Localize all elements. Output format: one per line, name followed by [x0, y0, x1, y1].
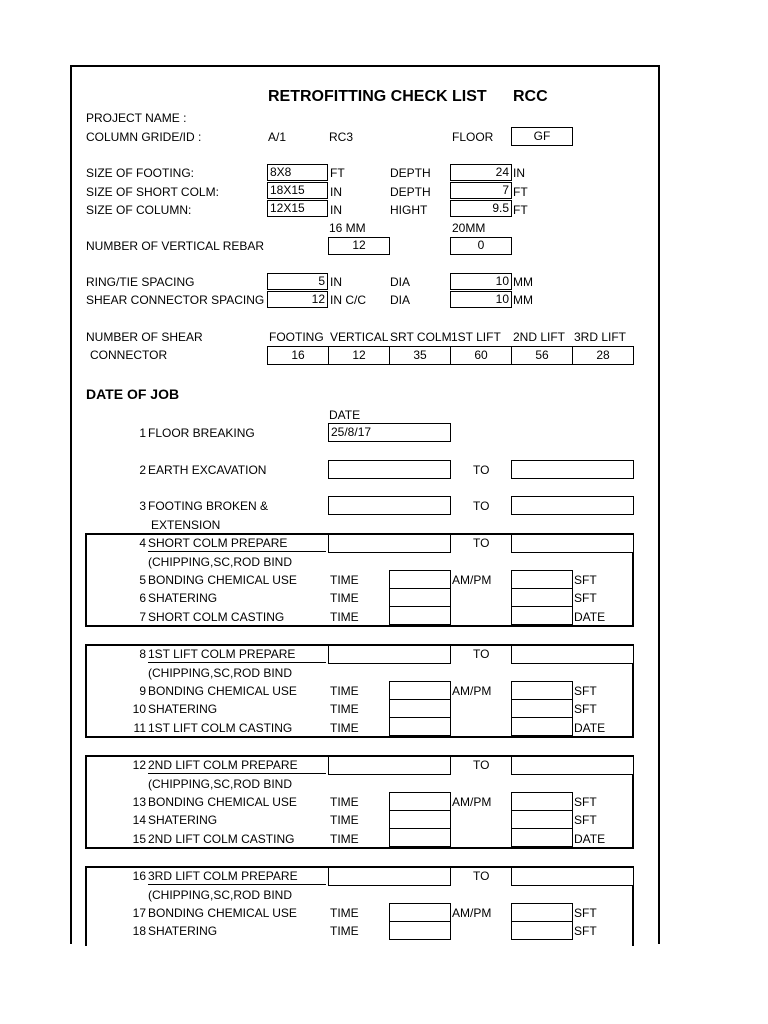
earth-excavation-to-field[interactable]	[511, 460, 634, 479]
shear-header-3rd-lift: 3RD LIFT	[574, 330, 627, 344]
floor-field[interactable]: GF	[511, 127, 573, 146]
step-label-floor-breaking: FLOOR BREAKING	[148, 426, 255, 440]
shear-header-1st-lift: 1ST LIFT	[451, 330, 501, 344]
casting-date-field[interactable]	[511, 828, 573, 847]
sft-label: SFT	[574, 702, 597, 716]
shear-header-vertical: VERTICAL	[330, 330, 389, 344]
step-number: 12	[132, 758, 146, 772]
time-label: TIME	[330, 573, 359, 587]
bonding-sft-field[interactable]	[511, 903, 573, 922]
chipping-note: (CHIPPING,SC,ROD BIND	[148, 888, 293, 902]
time-label: TIME	[330, 721, 359, 735]
rebar-16-label: 16 MM	[329, 221, 366, 235]
step-label-2nd-lift-prepare: 2ND LIFT COLM PREPARE	[148, 758, 298, 772]
short-colm-depth-label: DEPTH	[390, 185, 431, 199]
step-number: 6	[139, 591, 146, 605]
step-number: 7	[139, 610, 146, 624]
date-of-job-heading: DATE OF JOB	[86, 386, 180, 402]
bonding-sft-field[interactable]	[511, 681, 573, 700]
sft-label: SFT	[574, 573, 597, 587]
time-label: TIME	[330, 795, 359, 809]
step-number: 2	[139, 463, 146, 477]
shear-header-footing: FOOTING	[269, 330, 324, 344]
short-colm-size-unit: IN	[330, 185, 342, 199]
time-label: TIME	[330, 684, 359, 698]
date-label: DATE	[574, 610, 606, 624]
shear-header-2nd-lift: 2ND LIFT	[513, 330, 566, 344]
step-label-shatering: SHATERING	[148, 813, 218, 827]
time-label: TIME	[330, 591, 359, 605]
step-number: 16	[132, 869, 146, 883]
shatering-time-field[interactable]	[389, 921, 451, 940]
divider	[148, 662, 326, 663]
column-grid-value: A/1	[268, 130, 287, 144]
step-label-extension: EXTENSION	[151, 518, 221, 532]
step-number: 15	[132, 832, 146, 846]
shear-value-2nd-lift[interactable]: 56	[511, 346, 573, 365]
shatering-sft-field[interactable]	[511, 921, 573, 940]
shatering-sft-field[interactable]	[511, 699, 573, 718]
ampm-label: AM/PM	[452, 684, 492, 698]
step-label-bonding-chemical: BONDING CHEMICAL USE	[148, 906, 297, 920]
column-hight-field[interactable]: 9.5	[450, 200, 512, 217]
divider	[148, 551, 326, 552]
footing-depth-field[interactable]: 24	[450, 164, 512, 181]
bonding-time-field[interactable]	[389, 681, 451, 700]
step-number: 5	[139, 573, 146, 587]
step-number: 10	[132, 702, 146, 716]
step-label-footing-broken: FOOTING BROKEN &	[148, 499, 269, 513]
divider	[148, 884, 326, 885]
step-label-bonding-chemical: BONDING CHEMICAL USE	[148, 795, 297, 809]
first-lift-prepare-from-field[interactable]	[328, 645, 451, 664]
ampm-label: AM/PM	[452, 573, 492, 587]
step-label-earth-excavation: EARTH EXCAVATION	[148, 463, 267, 477]
casting-time-field[interactable]	[389, 828, 451, 847]
time-label: TIME	[330, 610, 359, 624]
short-colm-depth-unit: FT	[513, 185, 528, 199]
title-type: RCC	[513, 88, 548, 105]
time-label: TIME	[330, 832, 359, 846]
chipping-note: (CHIPPING,SC,ROD BIND	[148, 777, 293, 791]
casting-time-field[interactable]	[389, 717, 451, 736]
bonding-sft-field[interactable]	[511, 792, 573, 811]
shear-header-srt-colm: SRT COLM	[390, 330, 452, 344]
column-hight-label: HIGHT	[390, 203, 428, 217]
ampm-label: AM/PM	[452, 906, 492, 920]
time-label: TIME	[330, 924, 359, 938]
to-label: TO	[473, 647, 490, 661]
step-label-shatering: SHATERING	[148, 924, 218, 938]
column-size-label: SIZE OF COLUMN:	[86, 203, 192, 217]
bonding-time-field[interactable]	[389, 903, 451, 922]
step-label-casting: 1ST LIFT COLM CASTING	[148, 721, 293, 735]
rebar-20-field[interactable]: 0	[450, 237, 512, 255]
bonding-sft-field[interactable]	[511, 570, 573, 589]
to-label: TO	[473, 499, 490, 513]
shear-dia-field[interactable]: 10	[450, 291, 512, 308]
to-label: TO	[473, 463, 490, 477]
shear-value-1st-lift[interactable]: 60	[450, 346, 512, 365]
footing-broken-from-field[interactable]	[328, 496, 451, 515]
sft-label: SFT	[574, 813, 597, 827]
step-label-casting: SHORT COLM CASTING	[148, 610, 285, 624]
shear-value-footing[interactable]: 16	[267, 346, 329, 365]
footing-broken-to-field[interactable]	[511, 496, 634, 515]
step-label-shatering: SHATERING	[148, 702, 218, 716]
date-label: DATE	[574, 721, 606, 735]
footing-size-unit: FT	[330, 166, 345, 180]
tie-spacing-unit: IN	[330, 275, 342, 289]
divider	[148, 773, 326, 774]
step-label-3rd-lift-prepare: 3RD LIFT COLM PREPARE	[148, 869, 298, 883]
shatering-sft-field[interactable]	[511, 588, 573, 607]
sft-label: SFT	[574, 924, 597, 938]
tie-spacing-field[interactable]: 5	[267, 273, 328, 290]
column-size-field[interactable]: 12X15	[267, 200, 328, 217]
shear-count-label: NUMBER OF SHEAR	[86, 330, 203, 344]
to-label: TO	[473, 869, 490, 883]
first-lift-prepare-to-field[interactable]	[511, 645, 634, 664]
date-label: DATE	[574, 832, 606, 846]
page-title: RETROFITTING CHECK LIST	[268, 88, 487, 105]
step-label-shatering: SHATERING	[148, 591, 218, 605]
shatering-time-field[interactable]	[389, 699, 451, 718]
rebar-16-field[interactable]: 12	[328, 237, 390, 255]
shear-dia-unit: MM	[513, 293, 533, 307]
bonding-time-field[interactable]	[389, 570, 451, 589]
date-column-label: DATE	[329, 408, 361, 422]
shear-count-label-2: CONNECTOR	[90, 348, 168, 362]
third-lift-prepare-to-field[interactable]	[511, 867, 634, 886]
sft-label: SFT	[574, 795, 597, 809]
step-label-1st-lift-prepare: 1ST LIFT COLM PREPARE	[148, 647, 296, 661]
floor-breaking-date-field[interactable]: 25/8/17	[328, 423, 451, 442]
chipping-note: (CHIPPING,SC,ROD BIND	[148, 555, 293, 569]
tie-dia-field[interactable]: 10	[450, 273, 512, 290]
tie-dia-unit: MM	[513, 275, 533, 289]
column-grid-label: COLUMN GRIDE/ID :	[86, 130, 202, 144]
shatering-time-field[interactable]	[389, 810, 451, 829]
step-number: 14	[132, 813, 146, 827]
time-label: TIME	[330, 813, 359, 827]
shear-spacing-field[interactable]: 12	[267, 291, 328, 308]
step-number: 17	[132, 906, 146, 920]
shear-value-vertical[interactable]: 12	[328, 346, 390, 365]
step-number: 9	[139, 684, 146, 698]
footing-size-label: SIZE OF FOOTING:	[86, 166, 194, 180]
shatering-time-field[interactable]	[389, 588, 451, 607]
shear-value-3rd-lift[interactable]: 28	[572, 346, 634, 365]
sft-label: SFT	[574, 591, 597, 605]
sft-label: SFT	[574, 684, 597, 698]
casting-date-field[interactable]	[511, 717, 573, 736]
bonding-time-field[interactable]	[389, 792, 451, 811]
vertical-rebar-label: NUMBER OF VERTICAL REBAR	[86, 239, 265, 253]
tie-spacing-label: RING/TIE SPACING	[86, 275, 195, 289]
step-number: 3	[139, 499, 146, 513]
column-size-unit: IN	[330, 203, 342, 217]
step-number: 1	[139, 426, 146, 440]
footing-size-field[interactable]: 8X8	[267, 164, 328, 181]
step-label-bonding-chemical: BONDING CHEMICAL USE	[148, 684, 297, 698]
step-number: 11	[133, 721, 146, 735]
shear-spacing-unit: IN C/C	[330, 293, 366, 307]
second-lift-prepare-from-field[interactable]	[328, 756, 451, 775]
short-colm-size-label: SIZE OF SHORT COLM:	[86, 185, 219, 199]
column-hight-unit: FT	[513, 203, 528, 217]
to-label: TO	[473, 536, 490, 550]
short-colm-size-field[interactable]: 18X15	[267, 182, 328, 199]
tie-dia-label: DIA	[390, 275, 411, 289]
footing-depth-label: DEPTH	[390, 166, 431, 180]
step-number: 18	[132, 924, 146, 938]
chipping-note: (CHIPPING,SC,ROD BIND	[148, 666, 293, 680]
short-colm-prepare-to-field[interactable]	[511, 534, 634, 553]
second-lift-prepare-to-field[interactable]	[511, 756, 634, 775]
third-lift-prepare-from-field[interactable]	[328, 867, 451, 886]
time-label: TIME	[330, 702, 359, 716]
step-number: 4	[139, 536, 146, 550]
short-colm-prepare-from-field[interactable]	[328, 534, 451, 553]
earth-excavation-from-field[interactable]	[328, 460, 451, 479]
rebar-20-label: 20MM	[452, 221, 486, 235]
step-label-short-colm-prepare: SHORT COLM PREPARE	[148, 536, 288, 550]
step-number: 8	[139, 647, 146, 661]
shear-value-srt-colm[interactable]: 35	[389, 346, 451, 365]
footing-depth-unit: IN	[513, 166, 525, 180]
ampm-label: AM/PM	[452, 795, 492, 809]
time-label: TIME	[330, 906, 359, 920]
project-name-label: PROJECT NAME :	[86, 111, 187, 125]
column-code: RC3	[329, 130, 354, 144]
step-label-bonding-chemical: BONDING CHEMICAL USE	[148, 573, 297, 587]
to-label: TO	[473, 758, 490, 772]
casting-date-field[interactable]	[511, 606, 573, 625]
sft-label: SFT	[574, 906, 597, 920]
step-number: 13	[132, 795, 146, 809]
short-colm-depth-field[interactable]: 7	[450, 182, 512, 199]
floor-label: FLOOR	[452, 130, 494, 144]
shear-dia-label: DIA	[390, 293, 411, 307]
shatering-sft-field[interactable]	[511, 810, 573, 829]
casting-time-field[interactable]	[389, 606, 451, 625]
step-label-casting: 2ND LIFT COLM CASTING	[148, 832, 295, 846]
shear-spacing-label: SHEAR CONNECTOR SPACING	[86, 293, 265, 307]
